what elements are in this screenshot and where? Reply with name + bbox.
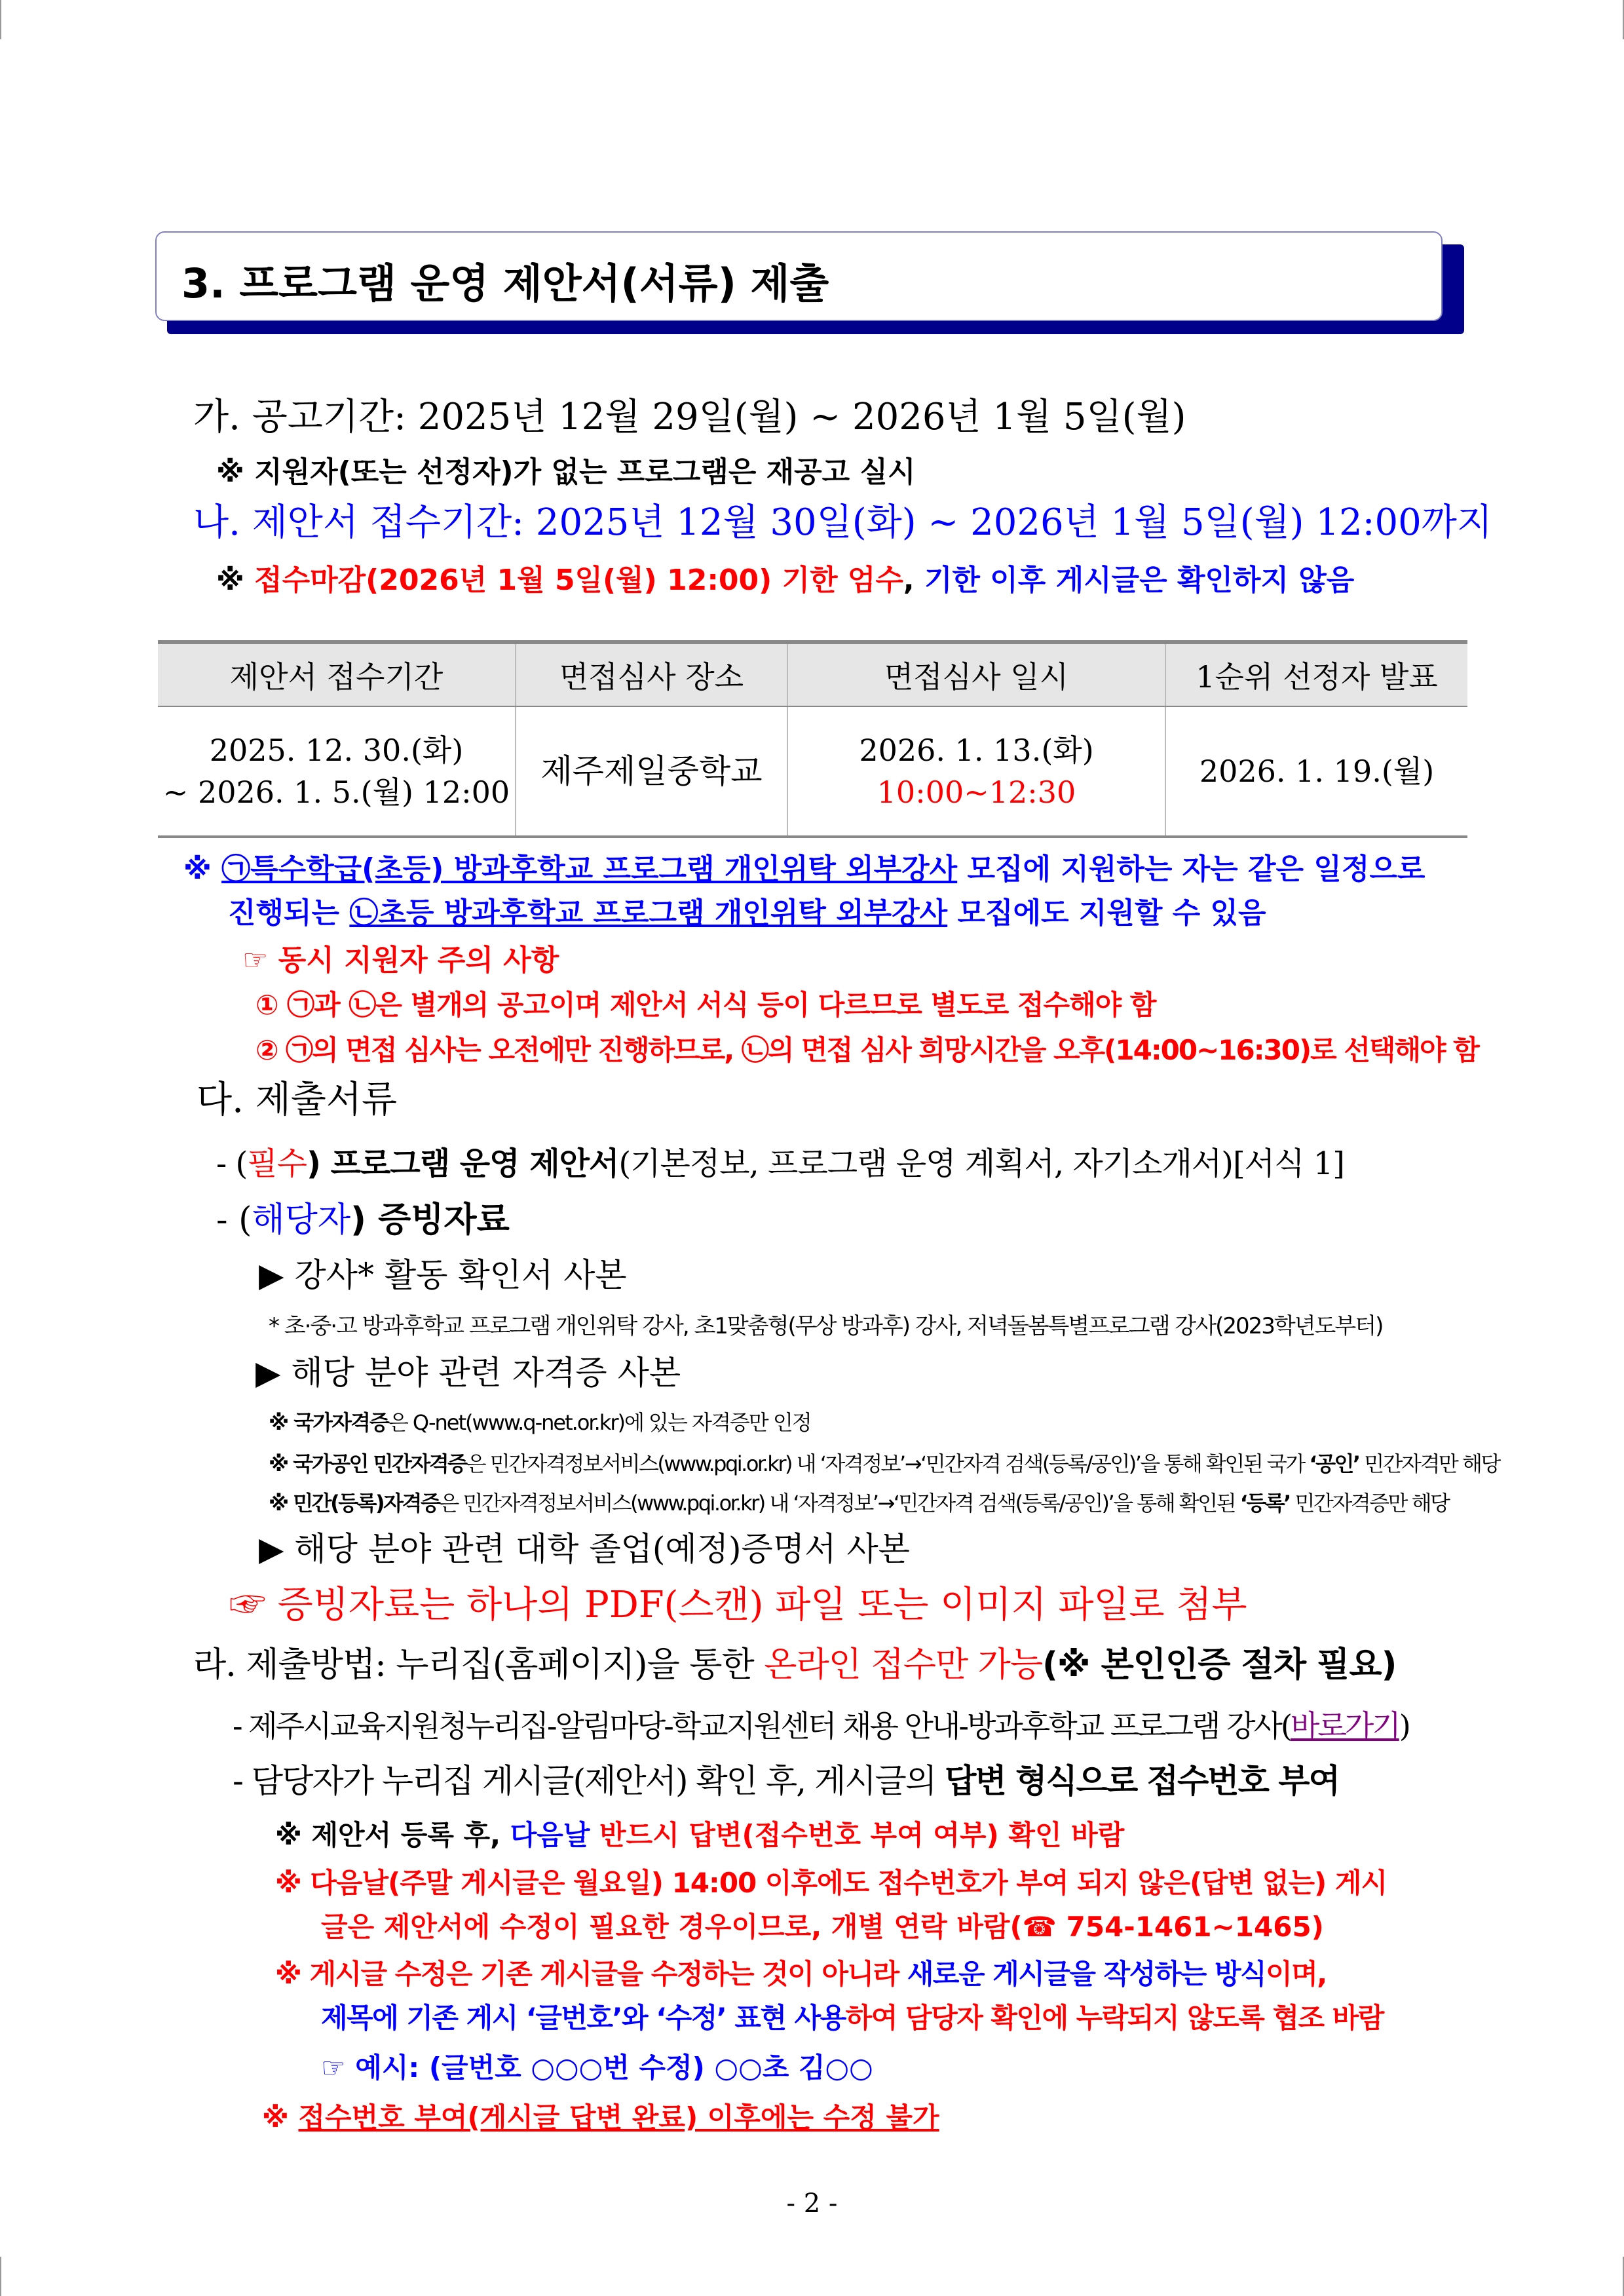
text: 모집에 지원하는 자는 같은 일정으로: [957, 852, 1426, 886]
text: (기본정보, 프로그램 운영 계획서, 자기소개서)[서식 1]: [618, 1145, 1344, 1182]
table-header: 1순위 선정자 발표: [1165, 642, 1467, 706]
section-title: 3. 프로그램 운영 제안서(서류) 제출: [181, 259, 829, 307]
table-header-row: [158, 642, 1467, 706]
cert-note-3: [269, 1491, 1448, 1516]
table-header: 제안서 접수기간: [158, 642, 516, 706]
text: 은 민간자격정보서비스(www.pqi.or.kr) 내 ‘자격정보’→‘민간자격 검색(등록/공인)’을 통해 확인된 국가: [466, 1451, 1310, 1476]
online-only: 온라인 접수만 가능: [764, 1645, 1043, 1685]
doc-item-1-note: * 초·중·고 방과후학교 프로그램 개인위탁 강사, 초1맞춤형(무상 방과후) 강사, 저녁돌봄특별프로그램 강사(2023학년도부터): [269, 1313, 1383, 1339]
doc-item-1: ▶ 강사* 활동 확인서 사본: [259, 1256, 627, 1294]
text: ※ 게시글 수정은 기존 게시글을 수정하는 것이 아니라: [275, 1958, 907, 1990]
text: 민간자격만 해당: [1359, 1451, 1500, 1476]
required-docs: [216, 1146, 1344, 1182]
text: 라. 제출방법: 누리집(홈페이지)을 통한: [193, 1645, 765, 1685]
crop-mark: [0, 0, 1, 39]
page-number: - 2 -: [786, 2189, 838, 2219]
caution-title: ☞ 동시 지원자 주의 사항: [242, 944, 559, 977]
text: ※ 민간(등록)자격증: [269, 1491, 440, 1516]
crop-mark: [0, 2257, 1, 2296]
text: - 담당자가 누리집 게시글(제안서) 확인 후, 게시글의: [233, 1762, 945, 1800]
program-a: ㉠특수학급(초등) 방과후학교 프로그램 개인위탁 외부강사: [221, 852, 958, 886]
cert-note-1: [269, 1411, 811, 1435]
table-row: [158, 706, 1467, 837]
note-mark: ※: [216, 564, 255, 597]
text: - (: [216, 1145, 248, 1182]
caution-1: ① ㉠과 ㉡은 별개의 공고이며 제안서 서식 등이 다르므로 별도로 접수해야 함: [255, 989, 1156, 1021]
text: ※ 제안서 등록 후,: [275, 1819, 510, 1851]
announce-cell: 2026. 1. 19.(월): [1165, 706, 1467, 837]
period-cell: [158, 706, 516, 837]
caution-2: ② ㉠의 면접 심사는 오전에만 진행하므로, ㉡의 면접 심사 희망시간을 오후(14:00~16:30)로 선택해야 함: [255, 1034, 1479, 1066]
attach-note: ☞ 증빙자료는 하나의 PDF(스캔) 파일 또는 이미지 파일로 첨부: [229, 1584, 1247, 1626]
text: - (: [216, 1200, 252, 1240]
table-header: 면접심사 장소: [516, 642, 787, 706]
sep: ,: [903, 564, 924, 597]
interview-cell: [787, 706, 1165, 837]
applicable-label: 해당자: [252, 1200, 351, 1240]
cert-note-2: [269, 1452, 1500, 1476]
text: 제목에 기존 게시 ‘글번호’와 ‘수정’ 표현 사용: [321, 2002, 846, 2034]
place-cell: 제주제일중학교: [516, 706, 787, 837]
notice-line-2: [228, 897, 1266, 930]
text: 민간자격증만 해당: [1289, 1491, 1449, 1516]
method-reply: [233, 1763, 1339, 1801]
period-start: 2025. 12. 30.(화): [209, 732, 464, 768]
text: 답변 형식으로 접수번호 부여: [945, 1762, 1339, 1800]
text: 반드시 답변(접수번호 부여 여부) 확인 바람: [590, 1819, 1125, 1851]
posting-period: 가. 공고기간: 2025년 12월 29일(월) ~ 2026년 1월 5일(월): [193, 396, 1186, 438]
sub-note-2b: 글은 제안서에 수정이 필요한 경우이므로, 개별 연락 바람(☎ 754-1461~1465): [321, 1911, 1324, 1943]
text: ) 증빙자료: [350, 1200, 510, 1240]
period-end: ~ 2026. 1. 5.(월) 12:00: [162, 775, 510, 810]
text: ※ 국가자격증: [269, 1410, 388, 1435]
text: 이며,: [1266, 1958, 1327, 1990]
submission-period: 나. 제안서 접수기간: 2025년 12월 30일(화) ~ 2026년 1월 5일(월) 12:00까지: [193, 501, 1492, 544]
text: ‘등록’: [1239, 1491, 1290, 1516]
text: 은 Q-net(www.q-net.or.kr)에 있는 자격증만 인정: [388, 1410, 811, 1435]
submission-method: [193, 1646, 1396, 1685]
sub-note-3b: [321, 2002, 1384, 2034]
sub-note-1: [275, 1820, 1124, 1851]
method-path: [233, 1709, 1409, 1744]
interview-time: 10:00~12:30: [877, 775, 1076, 810]
notice-line-1: [183, 853, 1425, 887]
text: 접수번호 부여(게시글 답변 완료) 이후에는 수정 불가: [298, 2101, 939, 2133]
text: 모집에도 지원할 수 있음: [947, 896, 1266, 930]
text: ※ 국가공인 민간자격증: [269, 1451, 466, 1476]
required-label: 필수: [247, 1145, 307, 1182]
section-header: [155, 231, 1443, 321]
late-text: 기한 이후 게시글은 확인하지 않음: [924, 564, 1355, 597]
repost-note: ※ 지원자(또는 선정자)가 없는 프로그램은 재공고 실시: [216, 455, 916, 489]
text: ‘공인’: [1309, 1451, 1359, 1476]
doc-item-2: ▶ 해당 분야 관련 자격증 사본: [255, 1354, 681, 1392]
text: ): [1399, 1708, 1409, 1744]
text: - 제주시교육지원청누리집-알림마당-학교지원센터 채용 안내-방과후학교 프로그램 강사(: [233, 1708, 1291, 1744]
table-header: 면접심사 일시: [787, 642, 1165, 706]
text: 진행되는: [228, 896, 350, 930]
text: 은 민간자격정보서비스(www.pqi.or.kr) 내 ‘자격정보’→‘민간자격 검색(등록/공인)’을 통해 확인된: [439, 1491, 1240, 1516]
final-note: [262, 2102, 939, 2133]
documents-title: 다. 제출서류: [197, 1079, 398, 1121]
example-note: ☞ 예시: (글번호 ○○○번 수정) ○○초 김○○: [321, 2052, 873, 2084]
sub-note-3a: [275, 1959, 1327, 1990]
shortcut-link[interactable]: 바로가기: [1290, 1708, 1399, 1744]
program-b: ㉡초등 방과후학교 프로그램 개인위탁 외부강사: [349, 896, 948, 930]
note-mark: ※: [183, 852, 222, 886]
deadline-note: [216, 564, 1354, 598]
text: 다음날: [510, 1819, 590, 1851]
deadline-text: 접수마감(2026년 1월 5일(월) 12:00) 기한 엄수: [254, 564, 903, 597]
text: (※ 본인인증 절차 필요): [1042, 1645, 1397, 1685]
schedule-table: [158, 640, 1467, 838]
optional-docs: [216, 1201, 510, 1240]
text: 새로운 게시글을 작성하는 방식: [907, 1958, 1266, 1990]
note-mark: ※: [262, 2101, 299, 2133]
doc-item-3: ▶ 해당 분야 관련 대학 졸업(예정)증명서 사본: [259, 1530, 910, 1568]
text: ) 프로그램 운영 제안서: [306, 1145, 619, 1182]
sub-note-2a: ※ 다음날(주말 게시글은 월요일) 14:00 이후에도 접수번호가 부여 되지 않은(답변 없는) 게시: [275, 1867, 1388, 1899]
interview-date: 2026. 1. 13.(화): [859, 732, 1094, 768]
text: 하여 담당자 확인에 누락되지 않도록 협조 바람: [845, 2002, 1384, 2034]
